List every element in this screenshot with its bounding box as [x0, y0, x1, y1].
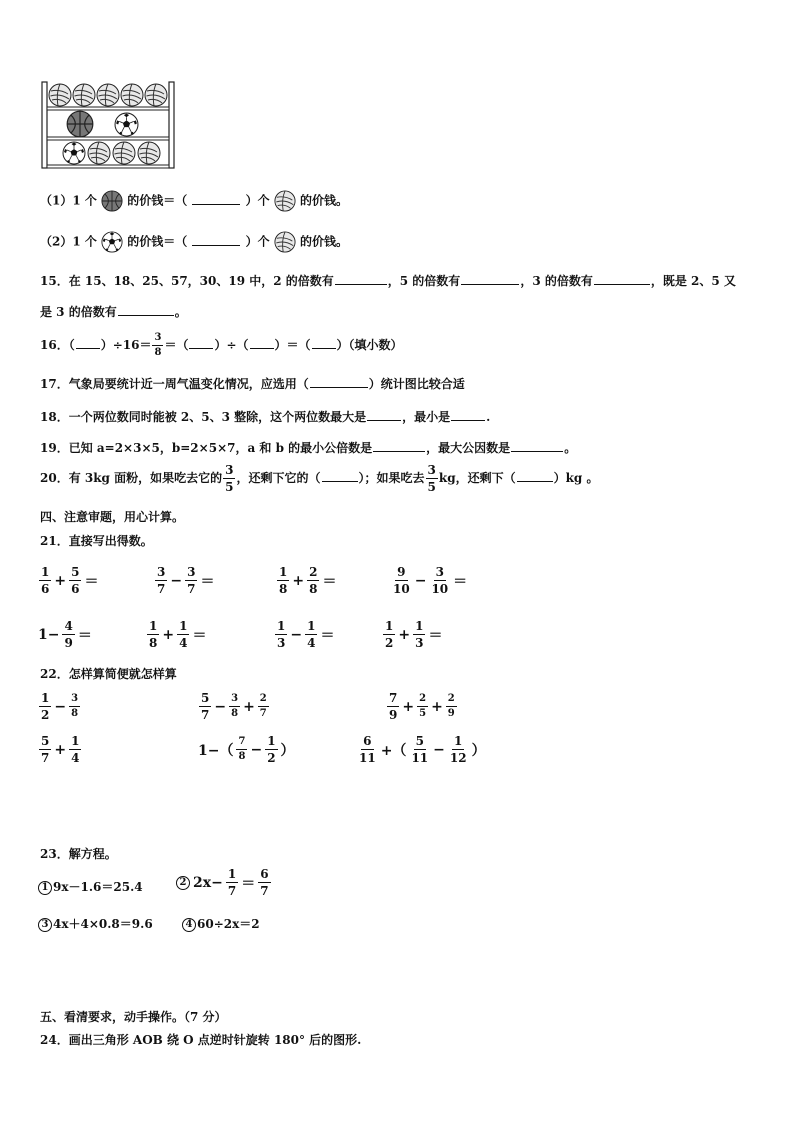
q22-expr4: $\frac{5}{7}$ + $\frac{1}{4}$	[41, 734, 80, 765]
q18-text-a: 18．一个两位数同时能被 2、5、3 整除，这个两位数最大是	[40, 410, 367, 424]
q18-text-c: .	[486, 410, 491, 424]
basketball-icon	[101, 190, 123, 212]
q20-unit: kg	[438, 471, 456, 485]
q16-text-c: ＝（	[164, 338, 189, 352]
q17-text-a: 17．气象局要统计近一周气温变化情况，应选用（	[40, 377, 309, 391]
q20-text-e: ）kg 。	[553, 471, 599, 485]
soccer-ball-icon	[101, 231, 123, 253]
q20-text-c: ）；如果吃去	[358, 471, 425, 485]
q14-1-blank[interactable]	[192, 193, 240, 205]
q22-expr6: $\frac{6}{11}$ +（ $\frac{5}{11}$ − $\frac{1}{12}$ ）	[359, 734, 486, 765]
q15-blank-2[interactable]	[461, 273, 519, 285]
section-4-heading: 四、注意审题，用心计算。	[40, 510, 185, 524]
q21-row1-item3: $\frac{1}{8}$ + $\frac{2}{8}$ ＝	[279, 565, 337, 596]
q16-blank-3[interactable]	[250, 337, 274, 349]
q18-text-b: ，最小是	[402, 410, 451, 424]
q14-1-end: 的价钱。	[300, 193, 349, 208]
q22-expr1: $\frac{1}{2}$ − $\frac{3}{8}$	[41, 691, 79, 722]
q14-1-num: （1）1 个	[40, 193, 97, 208]
q19-text-b: ，最大公因数是	[426, 441, 511, 455]
circled-number: 4	[182, 918, 196, 932]
q15-line2	[40, 303, 187, 320]
q23-eq3: 3 4x＋4×0.8＝9.6	[38, 915, 153, 932]
q20-text-b: ，还剩下它的（	[236, 471, 321, 485]
q16-text-e: ）＝（	[274, 338, 311, 352]
volleyball-icon	[274, 231, 296, 253]
q14-2-blank[interactable]	[192, 234, 240, 246]
q20-text-d: ，还剩下（	[455, 471, 516, 485]
q20-fraction-2: $\frac{3}{5}$	[427, 463, 436, 494]
q15-blank-1[interactable]	[335, 273, 387, 285]
circled-number: 2	[176, 876, 190, 890]
section-5-heading: 五、看清要求，动手操作。（7 分）	[40, 1010, 227, 1024]
q16-text-d: ）÷（	[214, 338, 249, 352]
q22-expr2: $\frac{5}{7}$ − $\frac{3}{8}$ + $\frac{2}{7}$	[201, 691, 267, 722]
q21-row2-item1: 1− $\frac{4}{9}$ ＝	[38, 619, 92, 650]
q20-blank-2[interactable]	[517, 470, 553, 482]
q21-row2-item3: $\frac{1}{3}$ − $\frac{1}{4}$ ＝	[277, 619, 335, 650]
q23-eq4: 4 60÷2x＝2	[182, 915, 260, 932]
q17	[40, 375, 465, 392]
q14-line1	[40, 190, 348, 212]
q22-expr3: $\frac{7}{9}$ + $\frac{2}{5}$ + $\frac{2}{9}$	[389, 691, 455, 722]
q15-text-b: ，5 的倍数有	[387, 274, 461, 288]
q16-fraction: $\frac{3}{8}$	[154, 332, 162, 358]
q16-text-f: ）（填小数）	[336, 338, 403, 352]
q15-text-e: 是 3 的倍数有	[40, 305, 117, 319]
q14-1-mid2: ）个	[245, 193, 270, 208]
q15-line1	[40, 272, 736, 289]
q16-text-b: ）÷16＝	[100, 338, 152, 352]
q20	[40, 464, 599, 493]
q15-text-c: ，3 的倍数有	[520, 274, 593, 288]
volleyball-icon	[274, 190, 296, 212]
q22-expr5: 1−（ $\frac{7}{8}$ − $\frac{1}{2}$ ）	[198, 734, 295, 765]
q14-2-mid2: ）个	[245, 234, 270, 249]
q14-2-end: 的价钱。	[300, 234, 349, 249]
circled-number: 3	[38, 918, 52, 932]
q14-2-num: （2）1 个	[40, 234, 97, 249]
q14-line2	[40, 231, 348, 253]
q23-eq1: 1 9x－1.6＝25.4	[38, 878, 143, 895]
q21-title: 21．直接写出得数。	[40, 534, 153, 548]
q21-row2-item2: $\frac{1}{8}$ + $\frac{1}{4}$ ＝	[149, 619, 207, 650]
q15-text-d: ，既是 2、5 又	[650, 274, 736, 288]
q19-text-a: 19．已知 a=2×3×5，b=2×5×7，a 和 b 的最小公倍数是	[40, 441, 373, 455]
q21-row1-item4: $\frac{9}{10}$ − $\frac{3}{10}$ ＝	[393, 565, 468, 596]
q16-blank-4[interactable]	[312, 337, 336, 349]
q15-text-a: 15．在 15、18、25、57，30、19 中，2 的倍数有	[40, 274, 334, 288]
q16	[40, 333, 403, 358]
q21-row1-item1: $\frac{1}{6}$ + $\frac{5}{6}$ ＝	[41, 565, 99, 596]
q16-blank-1[interactable]	[76, 337, 100, 349]
q18-blank-2[interactable]	[451, 409, 485, 421]
q18	[40, 408, 490, 425]
q19-blank-1[interactable]	[373, 440, 425, 452]
q17-blank[interactable]	[310, 376, 368, 388]
q15-blank-3[interactable]	[594, 273, 650, 285]
q20-blank-1[interactable]	[322, 470, 358, 482]
q24: 24．画出三角形 AOB 绕 O 点逆时针旋转 180° 后的图形.	[40, 1033, 362, 1047]
q15-blank-4[interactable]	[118, 304, 174, 316]
q14-2-mid: 的价钱＝（	[127, 234, 188, 249]
q19-blank-2[interactable]	[511, 440, 563, 452]
q17-text-b: ）统计图比较合适	[368, 377, 465, 391]
q20-fraction-1: $\frac{3}{5}$	[225, 463, 234, 494]
q18-blank-1[interactable]	[367, 409, 401, 421]
q19	[40, 439, 576, 456]
q15-text-f: 。	[174, 305, 187, 319]
q21-row1-item2: $\frac{3}{7}$ − $\frac{3}{7}$ ＝	[157, 565, 215, 596]
q23-title: 23．解方程。	[40, 847, 117, 861]
ball-rack-image	[40, 80, 176, 170]
q21-row2-item4: $\frac{1}{2}$ + $\frac{1}{3}$ ＝	[385, 619, 443, 650]
q14-1-mid: 的价钱＝（	[127, 193, 188, 208]
q19-text-c: 。	[564, 441, 577, 455]
circled-number: 1	[38, 881, 52, 895]
q16-blank-2[interactable]	[189, 337, 213, 349]
q20-text-a: 20．有 3kg 面粉，如果吃去它的	[40, 471, 223, 485]
q22-title: 22．怎样算简便就怎样算	[40, 667, 177, 681]
q16-text-a: 16．（	[40, 338, 75, 352]
q23-eq2: 2 2x− $\frac{1}{7}$ ＝ $\frac{6}{7}$	[176, 868, 272, 897]
